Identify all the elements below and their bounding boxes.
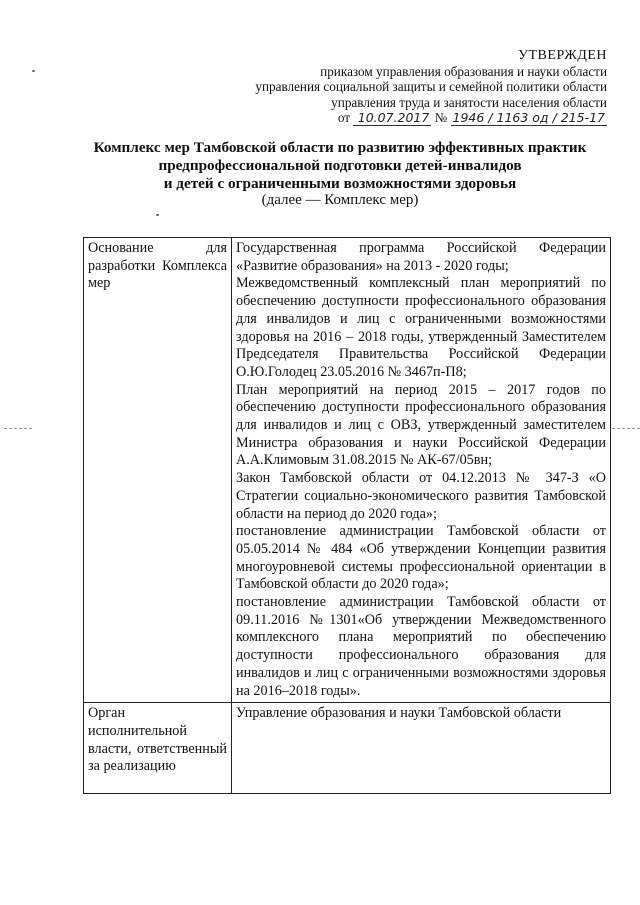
document-heading — [60, 139, 620, 193]
table-row — [84, 238, 611, 703]
basis-item: Межведомственный комплексный план мероприятий по обеспечению доступности профессионального образования для инвалидов и лиц с ограниченными возможностями здоровья на 2016 – 2018 годы, утвержденный Заместителем Председателя Правительства Российской Федерации О.Ю.Голодец 23.05.2016 № 3467п-П8; — [236, 275, 606, 380]
table-row — [84, 703, 611, 794]
handwritten-number: 1946 / 1163 од / 215-17 — [452, 110, 605, 126]
basis-item: План мероприятий на период 2015 – 2017 годов по обеспечению доступности профессионального образования для инвалидов и лиц с ОВЗ, утвержденный заместителем Министра образования и науки Российской Федерации А.А.Климовым 31.08.2015 № АК-67/05вн; — [236, 381, 606, 469]
approval-stamp — [187, 48, 607, 126]
row-content — [232, 703, 611, 794]
number-prefix: № — [434, 110, 448, 126]
handwritten-date: 10.07.2017 — [353, 111, 431, 126]
scan-speck — [156, 214, 159, 216]
row-content — [232, 238, 611, 703]
document-subtitle: (далее — Комплекс мер) — [261, 192, 419, 208]
heading-line: и детей с ограниченными возможностями здоровья — [163, 175, 517, 192]
basis-item: постановление администрации Тамбовской области от 09.11.2016 №1301«Об утверждении Межведомственного комплексного плана мероприятий по обеспечению доступности профессионального образования для инвалидов и лиц с ограниченными возможностями здоровья на 2016–2018 годы». — [236, 594, 606, 699]
scan-margin-mark-right — [612, 428, 640, 429]
basis-item: постановление администрации Тамбовской области от 05.05.2014 № 484 «Об утверждении Концепции развития многоуровневой системы профессиональной ориентации в Тамбовской области до 2020 года»; — [236, 523, 606, 593]
heading-line: предпрофессиональной подготовки детей-инвалидов — [158, 157, 522, 174]
scan-speck — [32, 70, 35, 72]
scan-margin-mark-left — [4, 428, 32, 429]
approval-title: УТВЕРЖДЕН — [518, 48, 607, 63]
basis-item: Государственная программа Российской Федерации «Развитие образования» на 2013 - 2020 годы; — [236, 240, 606, 274]
responsible-body: Управление образования и науки Тамбовской области — [236, 705, 562, 722]
heading-line: Комплекс мер Тамбовской области по развитию эффективных практик — [93, 139, 587, 156]
row-label: Основание для разработки Комплекса мер — [84, 238, 232, 703]
basis-item: Закон Тамбовской области от 04.12.2013 № 347-З «О Стратегии социально-экономического развития Тамбовской области на период до 2020 года»; — [236, 470, 606, 522]
approval-date-number-row — [187, 110, 607, 126]
approval-line: управления труда и занятости населения области — [331, 94, 607, 110]
approval-line: управления социальной защиты и семейной политики области — [255, 79, 607, 95]
date-prefix: от — [337, 110, 351, 126]
row-label: Орган исполнительной власти, ответственный за реализацию — [84, 703, 232, 794]
passport-table — [83, 237, 611, 794]
approval-line: приказом управления образования и науки области — [320, 63, 607, 79]
